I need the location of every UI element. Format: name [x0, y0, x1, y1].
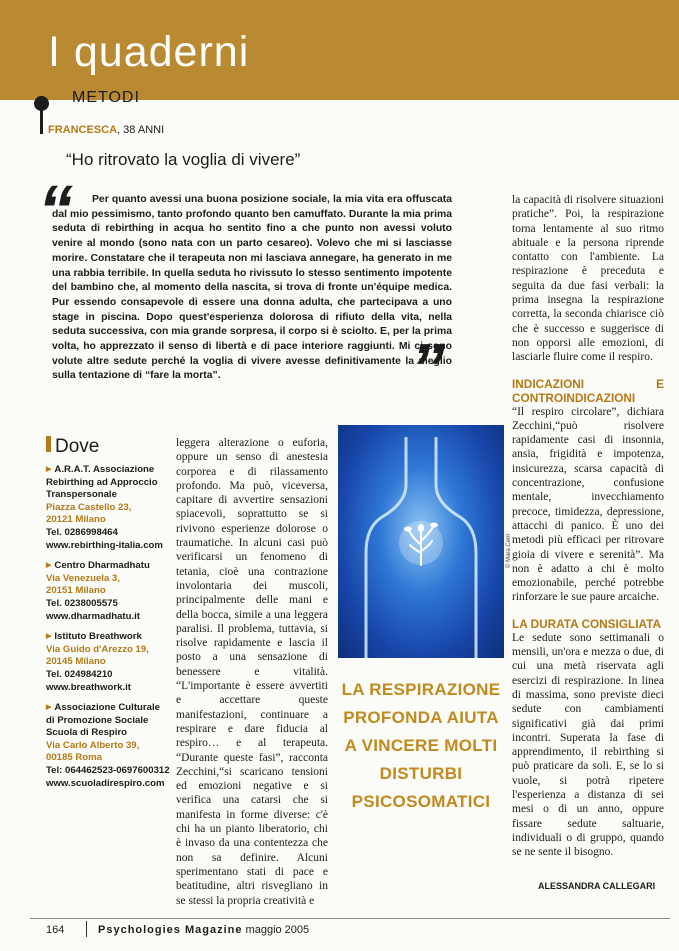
- footer-magazine: [98, 924, 309, 936]
- body-silhouette-icon: [338, 425, 504, 658]
- breathing-illustration: [338, 425, 504, 658]
- entry-name: ▶ A.R.A.T. Associazione Rebirthing ad Approccio Transpersonale: [46, 464, 171, 502]
- section-label: METODI: [72, 89, 140, 106]
- middle-column: [176, 436, 328, 908]
- entry-web-link[interactable]: www.scuoladirespiro.com: [46, 777, 165, 789]
- byline-name: FRANCESCA: [48, 124, 118, 136]
- entry-city: 20145 Milano: [46, 656, 106, 668]
- issue-date: maggio 2005: [245, 924, 310, 936]
- callout-line: PSICOSOMATICI: [351, 792, 491, 811]
- dove-entry: [46, 560, 171, 623]
- pull-quote-callout: [340, 676, 502, 816]
- entry-name: ▶ Istituto Breathwork: [46, 631, 171, 644]
- dove-accent-bar: [46, 436, 51, 452]
- subhead-durata: LA DURATA CONSIGLIATA: [512, 616, 661, 631]
- middle-column-text: leggera alterazione o euforia, oppure un senso di anestesia corporea e di rilassamento profondo. Ma può, viceversa, capitare di avvertire sensazioni spiacevoli, soprattutto se si rivivono esperienze dolorose o traumatiche. In alcuni casi può verificarsi un fenomeno di tetania, cioè una contrazione involontaria dei muscoli, principalmente delle mani e della bocca, simile a una leggera paralisi. Il problema, tuttavia, si risolve rapidamente e lascia il posto a una sensazione di benessere e vitalità. “L'importante è essere avvertiti e accettare queste manifestazioni, continuare a respirare e dare fiducia al respiro… e al terapeuta. “Durante queste fasi”, racconta Zecchini,“si scaricano tensioni ed emozioni negative e si verifica una catarsi che si manifesta in forme diverse: c'è chi ha un pianto liberatorio, chi è invaso da una contentezza che non sa definire. Alcuni sperimentano stati di pace e beatitudine, altri risvegliano in se stessi la propria creatività e: [176, 437, 328, 907]
- callout-line: LA RESPIRAZIONE: [341, 680, 501, 699]
- testimonial-headline: “Ho ritrovato la voglia di vivere”: [66, 150, 301, 169]
- entry-tel: Tel. 0286998464: [46, 526, 118, 538]
- header-band: [0, 0, 679, 100]
- dove-sidebar: [46, 436, 171, 798]
- body-indicazioni: “Il respiro circolare”, dichiara Zecchini,“può risolvere rapidamente casi di insonnia, ansia, frigidità e impotenza, insicurezza, scarsa capacità di concentrazione, confusione mentale, invecchiamento precoce, timidezza, depressione, attacchi di panico. È uno dei metodi più efficaci per ritrovare gioia di vivere e serenità”. Ma non è adatto a chi è molto emozionabile, perché potrebbe rinforzare le sue paure arcaiche.: [512, 405, 664, 604]
- footer-divider: [30, 918, 670, 919]
- testimonial-text: [52, 193, 452, 384]
- magazine-name: Psychologies Magazine: [98, 924, 243, 936]
- entry-tel: Tel: 064462523-0697600312: [46, 765, 170, 777]
- dove-entry: [46, 631, 171, 694]
- entry-address: Via Guido d'Arezzo 19,: [46, 643, 149, 655]
- entry-web-link[interactable]: www.breathwork.it: [46, 681, 131, 693]
- body-durata: Le sedute sono settimanali o mensili, un'ora e mezza o due, di cui una metà riservata agli esercizi di respirazione. In linea di massima, sono previste dieci sedute con cambiamenti significativi già dai primi incontri. Superata la fase di apprendimento, il rebirthing si può praticare da soli. E, se lo si vuole, si potrà ripetere l'esperienza a distanza di sei mesi o di un anno, oppure fissare sedute saltuarie, individuali o di gruppo, quando se ne sente il bisogno.: [512, 631, 664, 859]
- open-quote-mark: “: [38, 171, 73, 249]
- entry-city: 20121 Milano: [46, 514, 106, 526]
- subhead-indicazioni: INDICAZIONI E CONTROINDICAZIONI: [512, 376, 664, 405]
- entry-tel: Tel. 0238005575: [46, 597, 118, 609]
- article-author: ALESSANDRA CALLEGARI: [538, 881, 656, 891]
- dove-entry: [46, 702, 171, 790]
- entry-address: Via Venezuela 3,: [46, 572, 120, 584]
- dove-entry: [46, 464, 171, 552]
- page-number: 164: [46, 924, 65, 936]
- illustration-credit: © Mara Cerri: [506, 533, 512, 568]
- callout-line: A VINCERE MOLTI: [344, 736, 498, 755]
- entry-tel: Tel. 024984210: [46, 668, 113, 680]
- right-column-intro: la capacità di risolvere situazioni pratiche”. Poi, la respirazione torna lentamente al suo ritmo abituale e la persona riprende contatto con l'ambiente. La respirazione è preceduta e seguita da due fasi verbali: la prima insegna la respirazione corretta, la seconda chiarisce ciò che è successo e suggerisce di non opporsi alle emozioni, di lasciarle fluire come il respiro.: [512, 194, 664, 364]
- byline-age: , 38 ANNI: [117, 124, 165, 136]
- close-quote-mark: ”: [410, 329, 445, 407]
- entry-address: Piazza Castello 23,: [46, 501, 132, 513]
- dove-title: Dove: [46, 436, 171, 458]
- entry-name: ▶ Centro Dharmadhatu: [46, 560, 171, 573]
- footer-separator: [86, 921, 87, 937]
- section-title: I quaderni: [48, 28, 250, 76]
- entry-name: ▶ Associazione Culturale di Promozione Sociale Scuola di Respiro: [46, 702, 171, 740]
- entry-web-link[interactable]: www.rebirthing-italia.com: [46, 539, 163, 551]
- callout-line: DISTURBI: [379, 764, 463, 783]
- entry-city: 00185 Roma: [46, 752, 102, 764]
- entry-address: Via Carlo Alberto 39,: [46, 739, 140, 751]
- testimonial-text-body: Per quanto avessi una buona posizione sociale, la mia vita era offuscata dal mio pessimismo, tanto profondo quanto ben camuffato. Durante la mia prima seduta di rebirthing in acqua ho sentito fino a che punto non avessi voluto venire al mondo (sono nata con un parto cesareo). Volevo che mi si lasciasse morire. Constatare che il terapeuta non mi lasciava annegare, ha generato in me una rabbia terribile. In quella seduta ho rivissuto lo stesso sentimento impotente del bambino che, al momento della nascita, si trova di fronte un'équipe medica. Pur essendo consapevole di essere una donna adulta, che partecipava a uno stage in piscina. Dopo quest'esperienza dolorosa di rifiuto della vita, nella seduta successiva, con mia grande sorpresa, il corpo si è sciolto. E, per la prima volta, ho apprezzato il senso di libertà e di pace interiore raggiunti. Mi ci sono volute altre sedute perché la voglia di vivere avesse definitivamente la meglio sulla tentazione di “fare la morta”.: [52, 194, 452, 382]
- callout-line: PROFONDA AIUTA: [343, 708, 499, 727]
- right-column-top: [512, 193, 664, 859]
- byline: [48, 124, 164, 136]
- entry-web-link[interactable]: www.dharmadhatu.it: [46, 610, 140, 622]
- hook-ball-decoration: [34, 96, 49, 111]
- entry-city: 20151 Milano: [46, 585, 106, 597]
